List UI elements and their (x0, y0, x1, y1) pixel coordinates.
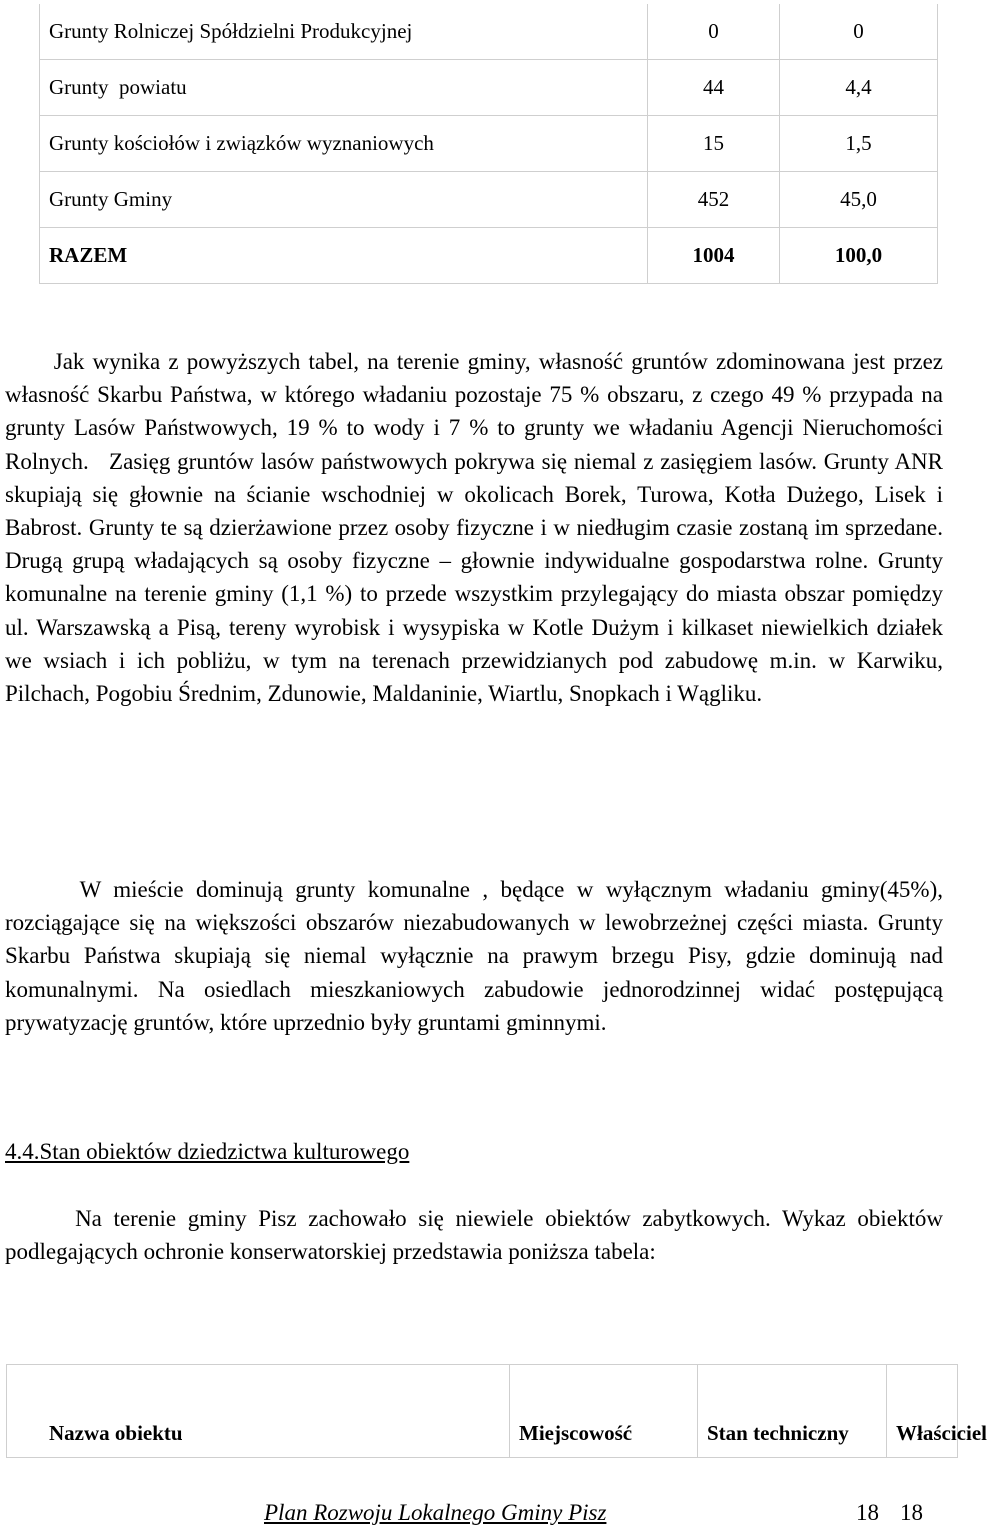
table-header-row (7, 1365, 958, 1458)
paragraph-city: W mieście dominują grunty komunalne , będące w wyłącznym władaniu gminy(45%), rozciągające się na większości obszarów niezabudowanych w lewobrzeżnej części miasta. Grunty Skarbu Państwa skupiają się niemal wyłącznie na prawym brzegu Pisy, gdzie dominują nad komunalnymi. Na osiedlach mieszkaniowych zabudowie jednorodzinnej widać postępującą prywatyzację gruntów, które uprzednio były gruntami gminnymi. (5, 877, 949, 1035)
footer-page-number-2: 18 (900, 1500, 923, 1525)
header-owner: Właściciel (887, 1365, 958, 1458)
header-condition: Stan techniczny (698, 1365, 887, 1458)
total-percent: 100,0 (780, 228, 938, 284)
row-label: Grunty kościołów i związków wyznaniowych (40, 116, 648, 172)
paragraph-monuments: Na terenie gminy Pisz zachowało się niewiele obiektów zabytkowych. Wykaz obiektów podlegających ochronie konserwatorskiej przedstawia poniższa tabela: (5, 1206, 949, 1265)
objects-table (6, 1364, 987, 1458)
row-percent: 45,0 (780, 172, 938, 228)
table-row (40, 172, 938, 228)
row-area: 15 (648, 116, 780, 172)
footer-page-number: 18 (856, 1500, 879, 1525)
table-row (40, 60, 938, 116)
paragraph-ownership: Jak wynika z powyższych tabel, na terenie gminy, własność gruntów zdominowana jest przez własność Skarbu Państwa, w którego władaniu pozostaje 75 % obszaru, z czego 49 % przypada na grunty Lasów Państwowych, 19 % to wody i 7 % to grunty we władaniu Agencji Nieruchomości Rolnych. Zasięg gruntów lasów państwowych pokrywa się niemal z zasięgiem lasów. Grunty ANR skupiają się głownie na ścianie wschodniej w okolicach Borek, Turowa, Kotła Dużego, Lisek i Babrost. Grunty te są dzierżawione przez osoby fizyczne i w niedługim czasie zostaną im sprzedane. Drugą grupą władających są osoby fizyczne – głownie indywidualne gospodarstwa rolne. Grunty komunalne na terenie gminy (1,1 %) to przede wszystkim przylegający do miasta obszar pomiędzy ul. Warszawską a Pisą, tereny wyrobisk i wysypiska w Kotle Dużym i kilkaset niewielkich działek we wsiach i ich pobliżu, w tym na terenach przewidzianych pod zabudowę m.in. w Karwiku, Pilchach, Pogobiu Średnim, Zdunowie, Maldaninie, Wiartlu, Snopkach i Wągliku. (5, 349, 961, 707)
row-percent: 0 (780, 4, 938, 60)
header-locality: Miejscowość (510, 1365, 698, 1458)
row-percent: 4,4 (780, 60, 938, 116)
row-label: Grunty Gminy (40, 172, 648, 228)
total-label: RAZEM (40, 228, 648, 284)
row-area: 0 (648, 4, 780, 60)
header-name: Nazwa obiektu (7, 1365, 510, 1458)
row-area: 452 (648, 172, 780, 228)
row-percent: 1,5 (780, 116, 938, 172)
row-area: 44 (648, 60, 780, 116)
footer-title: Plan Rozwoju Lokalnego Gminy Pisz (264, 1500, 607, 1525)
table-row (40, 116, 938, 172)
ownership-table (39, 4, 938, 284)
table-total-row (40, 228, 938, 284)
total-area: 1004 (648, 228, 780, 284)
row-label: Grunty Rolniczej Spółdzielni Produkcyjnej (40, 4, 648, 60)
section-heading: 4.4.Stan obiektów dziedzictwa kulturowego (5, 1139, 410, 1164)
table-row (40, 4, 938, 60)
row-label: Grunty powiatu (40, 60, 648, 116)
